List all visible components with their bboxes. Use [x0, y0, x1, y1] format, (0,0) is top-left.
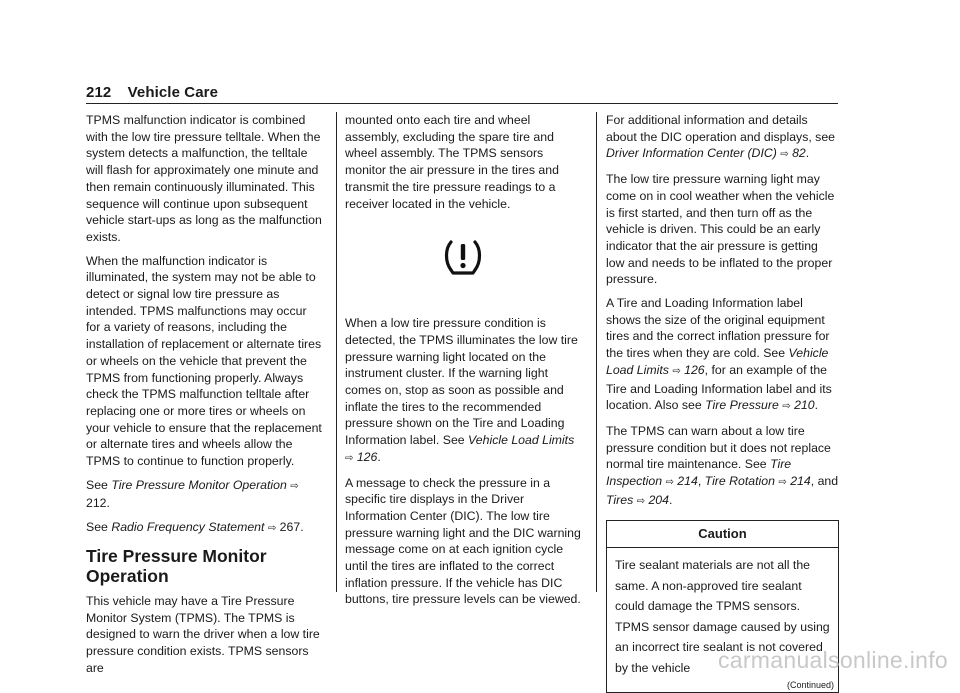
page-ref-arrow-icon: ⇨: [780, 149, 789, 161]
paragraph: When the malfunction indicator is illuminated, the system may not be able to detect or signal low tire pressure as intended. TPMS malfunctions may occur for a variety of reasons, including the installation of replacement or alternate tires or wheels on the vehicle that prevent the TPMS from functioning properly. Always check the TPMS malfunction telltale after replacing one or more tires or wheels on your vehicle to ensure that the replacement or alternate tires and wheels allow the TPMS to continue to function properly.: [86, 253, 322, 469]
caution-title: Caution: [607, 521, 838, 548]
section-title: Tire Pressure Monitor Operation: [86, 545, 267, 586]
page-ref-arrow-icon: ⇨: [636, 495, 646, 507]
tpms-warning-icon: [442, 237, 484, 277]
see-reference: See Tire Pressure Monitor Operation ⇨ 212.: [86, 477, 299, 511]
cross-reference-link[interactable]: Driver Information Center (DIC): [606, 146, 777, 161]
paragraph: For additional information and details about the DIC operation and displays, see Driver Information Center (DIC) ⇨ 82.: [606, 113, 836, 161]
page-ref[interactable]: 82: [792, 146, 806, 161]
page-ref-arrow-icon: ⇨: [345, 452, 354, 464]
page-ref[interactable]: 212: [86, 496, 107, 511]
page-ref[interactable]: 126: [684, 362, 705, 377]
page-ref-arrow-icon: ⇨: [782, 401, 791, 413]
watermark: carmanualsonline.info: [717, 647, 948, 673]
cross-reference-link[interactable]: Tire Inspection: [606, 457, 792, 489]
page-ref[interactable]: 210: [794, 398, 815, 413]
column-1: [86, 112, 322, 683]
page-ref-arrow-icon: ⇨: [778, 477, 787, 489]
cross-reference-link[interactable]: Tire Pressure Monitor Operation: [111, 477, 287, 492]
cross-reference-link[interactable]: Vehicle Load Limits: [606, 346, 829, 377]
column-divider: [336, 112, 337, 592]
column-divider: [596, 112, 597, 592]
paragraph: This vehicle may have a Tire Pressure Monitor System (TPMS). The TPMS is designed to warn the driver when a low tire pressure condition exists. TPMS sensors are: [86, 593, 320, 675]
page-ref-arrow-icon: ⇨: [290, 480, 299, 492]
page-ref-arrow-icon: ⇨: [672, 365, 681, 377]
cross-reference-link[interactable]: Tire Pressure: [705, 398, 779, 413]
continued-label: (Continued): [786, 680, 834, 691]
cross-reference-link[interactable]: Vehicle Load Limits: [468, 433, 575, 448]
paragraph: When a low tire pressure condition is detected, the TPMS illuminates the low tire pressure warning light located on the instrument cluster. If the warning light comes on, stop as soon as possible and inflate the tires to the recommended pressure shown on the Tire and Loading Information label. See Vehicle Load Limits ⇨ 126.: [345, 316, 578, 464]
paragraph: The TPMS can warn about a low tire pressure condition but it does not replace normal tire maintenance. See Tire Inspection ⇨ 214, Tire Rotation ⇨ 214, and Tires ⇨ 204.: [606, 423, 839, 507]
see-reference: See Radio Frequency Statement ⇨ 267.: [86, 520, 304, 535]
header-rule: [86, 103, 838, 104]
paragraph: TPMS malfunction indicator is combined with the low tire pressure telltale. When the system detects a malfunction, the telltale will flash for approximately one minute and then remain continuously illuminated. This sequence will continue upon subsequent vehicle start-ups as long as the malfunction exists.: [86, 113, 322, 244]
page-ref[interactable]: 214: [677, 474, 698, 489]
column-2: [345, 112, 581, 615]
paragraph: A Tire and Loading Information label shows the size of the original equipment tires and the correct inflation pressure for the tires when they are cold. See Vehicle Load Limits ⇨ 126, for an example of the Tire and Loading Information label and its location. Also see Tire Pressure ⇨ 210.: [606, 296, 832, 413]
cross-reference-link[interactable]: Tire Rotation: [704, 474, 775, 489]
page-ref[interactable]: 204: [648, 492, 669, 507]
paragraph: The low tire pressure warning light may come on in cool weather when the vehicle is first started, and then turn off as the vehicle is driven. This could be an early indicator that the air pressure is getting low and needs to be inflated to the proper pressure.: [606, 172, 835, 287]
page-header: [86, 84, 218, 101]
page-number: 212: [86, 84, 112, 101]
chapter-title: Vehicle Care: [127, 84, 219, 101]
cross-reference-link[interactable]: Radio Frequency Statement: [111, 520, 265, 535]
page-ref[interactable]: 126: [356, 449, 378, 464]
caution-body: Tire sealant materials are not all the same. A non-approved tire sealant could damage the TPMS sensors. TPMS sensor damage caused by using an incorrect tire sealant is not covered by the vehicle: [615, 558, 830, 675]
column-3: [606, 112, 839, 693]
cross-reference-link[interactable]: Tires: [606, 492, 634, 507]
paragraph: A message to check the pressure in a specific tire displays in the Driver Information Center (DIC). The low tire pressure warning light and the DIC warning message come on at each ignition cycle until the tires are inflated to the correct inflation pressure. If the vehicle has DIC buttons, tire pressure levels can be viewed.: [345, 475, 581, 607]
paragraph: mounted onto each tire and wheel assembly, excluding the spare tire and wheel assembly. The TPMS sensors monitor the air pressure in the tires and transmit the tire pressure readings to a receiver located in the vehicle.: [345, 113, 559, 211]
page-ref[interactable]: 267: [279, 520, 301, 535]
page-ref[interactable]: 214: [790, 474, 811, 489]
page-ref-arrow-icon: ⇨: [267, 523, 277, 535]
page-ref-arrow-icon: ⇨: [665, 477, 674, 489]
